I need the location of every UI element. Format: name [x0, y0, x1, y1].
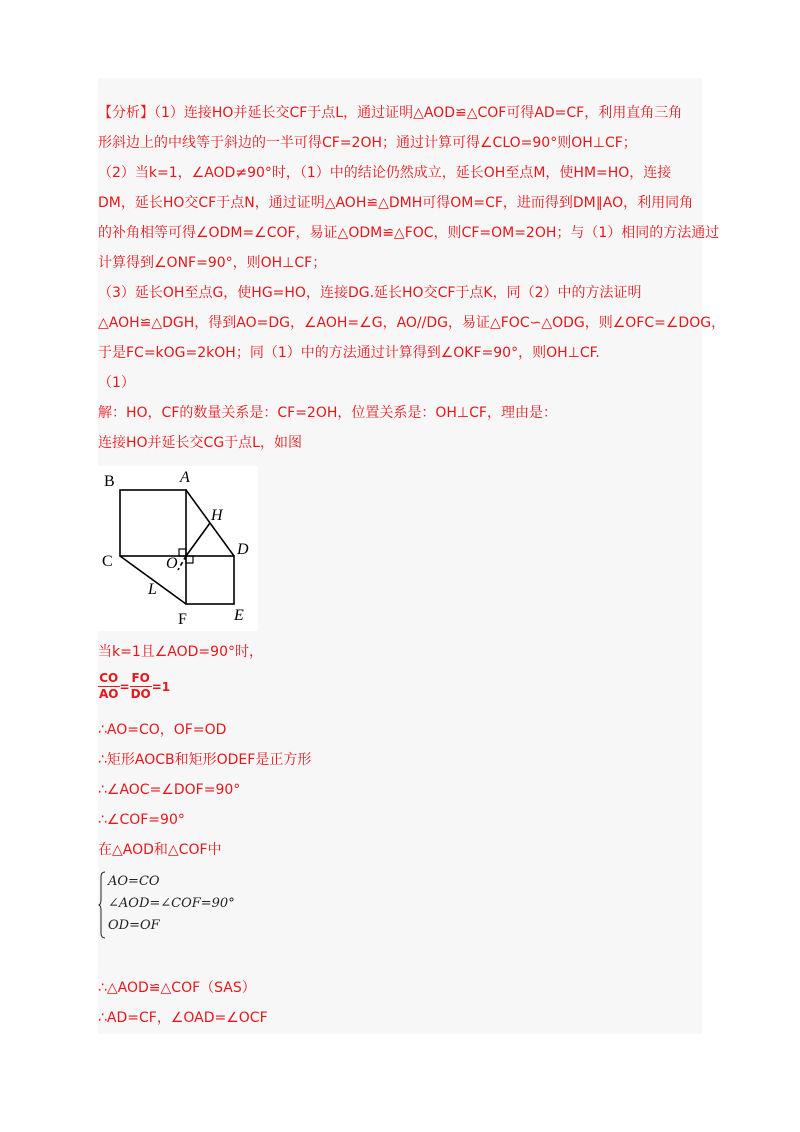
fraction-1-denominator: AO — [99, 687, 119, 701]
analysis-line-5: 的补角相等可得∠ODM=∠COF，易证△ODM≌△FOC，则CF=OM=2OH；与（1）相同的方法通过 — [98, 225, 720, 241]
fraction-2-numerator: FO — [131, 671, 150, 685]
fraction-1-numerator: CO — [99, 671, 119, 685]
proof-step-1: ∴AO=CO，OF=OD — [98, 722, 227, 738]
part1-label: （1） — [98, 375, 135, 391]
proof-step-6: ∴△AOD≌△COF（SAS） — [98, 980, 256, 996]
proof-when: 当k=1且∠AOD=90°时， — [98, 644, 263, 660]
system-line-3: OD=OF — [108, 918, 160, 933]
analysis-line-8: △AOH≌△DGH，得到AO=DG，∠AOH=∠G，AO//DG，易证△FOC∽△ODG，则∠OFC=∠DOG， — [98, 315, 726, 331]
analysis-line-6: 计算得到∠ONF=90°，则OH⊥CF； — [98, 255, 327, 271]
proof-step-2: ∴矩形AOCB和矩形ODEF是正方形 — [98, 752, 312, 768]
system-line-2: ∠AOD=∠COF=90° — [108, 896, 235, 911]
segment-ol-dashed — [178, 556, 186, 570]
label-h: H — [211, 507, 223, 524]
fraction-2-denominator: DO — [130, 687, 151, 701]
label-a: A — [180, 469, 190, 486]
label-d: D — [237, 541, 249, 558]
right-angle-mark-2 — [186, 556, 193, 563]
analysis-line-1: 【分析】（1）连接HO并延长交CF于点L，通过证明△AOD≌△COF可得AD=CF，利用直角三角 — [98, 105, 683, 121]
proof-step-5: 在△AOD和△COF中 — [98, 842, 222, 858]
equals-sign: = — [119, 679, 130, 694]
fraction-co-ao — [98, 671, 120, 702]
analysis-line-4: DM，延长HO交CF于点N，通过证明△AOH≌△DMH可得OM=CF，进而得到DM∥AO，利用同角 — [98, 195, 694, 211]
brace-icon — [98, 871, 106, 939]
geometry-figure — [98, 466, 258, 631]
right-angle-mark — [179, 549, 186, 556]
proof-step-3: ∴∠AOC=∠DOF=90° — [98, 782, 241, 798]
geometry-figure-svg — [98, 466, 258, 631]
analysis-line-2: 形斜边上的中线等于斜边的一半可得CF=2OH；通过计算可得∠CLO=90°则OH⊥CF； — [98, 135, 637, 151]
document-content — [98, 98, 726, 1033]
fraction-fo-do — [130, 671, 152, 702]
label-l: L — [148, 581, 157, 598]
analysis-line-3: （2）当k=1，∠AOD≠90°时，（1）中的结论仍然成立，延长OH至点M，使HM=HO，连接 — [98, 165, 672, 181]
square-aocb — [120, 490, 186, 556]
part1-connect: 连接HO并延长交CG于点L，如图 — [98, 435, 302, 451]
system-line-1: AO=CO — [108, 874, 160, 889]
proof-step-7: ∴AD=CF，∠OAD=∠OCF — [98, 1010, 268, 1026]
label-f: F — [178, 611, 187, 628]
part1-answer: 解：HO，CF的数量关系是：CF=2OH，位置关系是：OH⊥CF，理由是： — [98, 405, 557, 421]
equation-system — [98, 871, 702, 943]
segment-oh — [186, 523, 210, 556]
ratio-equation — [98, 671, 702, 709]
label-e: E — [234, 607, 244, 624]
analysis-line-9: 于是FC=kOG=2kOH；同（1）中的方法通过计算得到∠OKF=90°，则OH⊥CF. — [98, 345, 600, 361]
label-o: O — [166, 555, 178, 572]
label-c: C — [102, 553, 113, 570]
analysis-line-7: （3）延长OH至点G，使HG=HO，连接DG.延长HO交CF于点K，同（2）中的方法证明 — [98, 285, 642, 301]
label-b: B — [104, 473, 115, 490]
equals-one: =1 — [151, 679, 171, 694]
proof-step-4: ∴∠COF=90° — [98, 812, 185, 828]
